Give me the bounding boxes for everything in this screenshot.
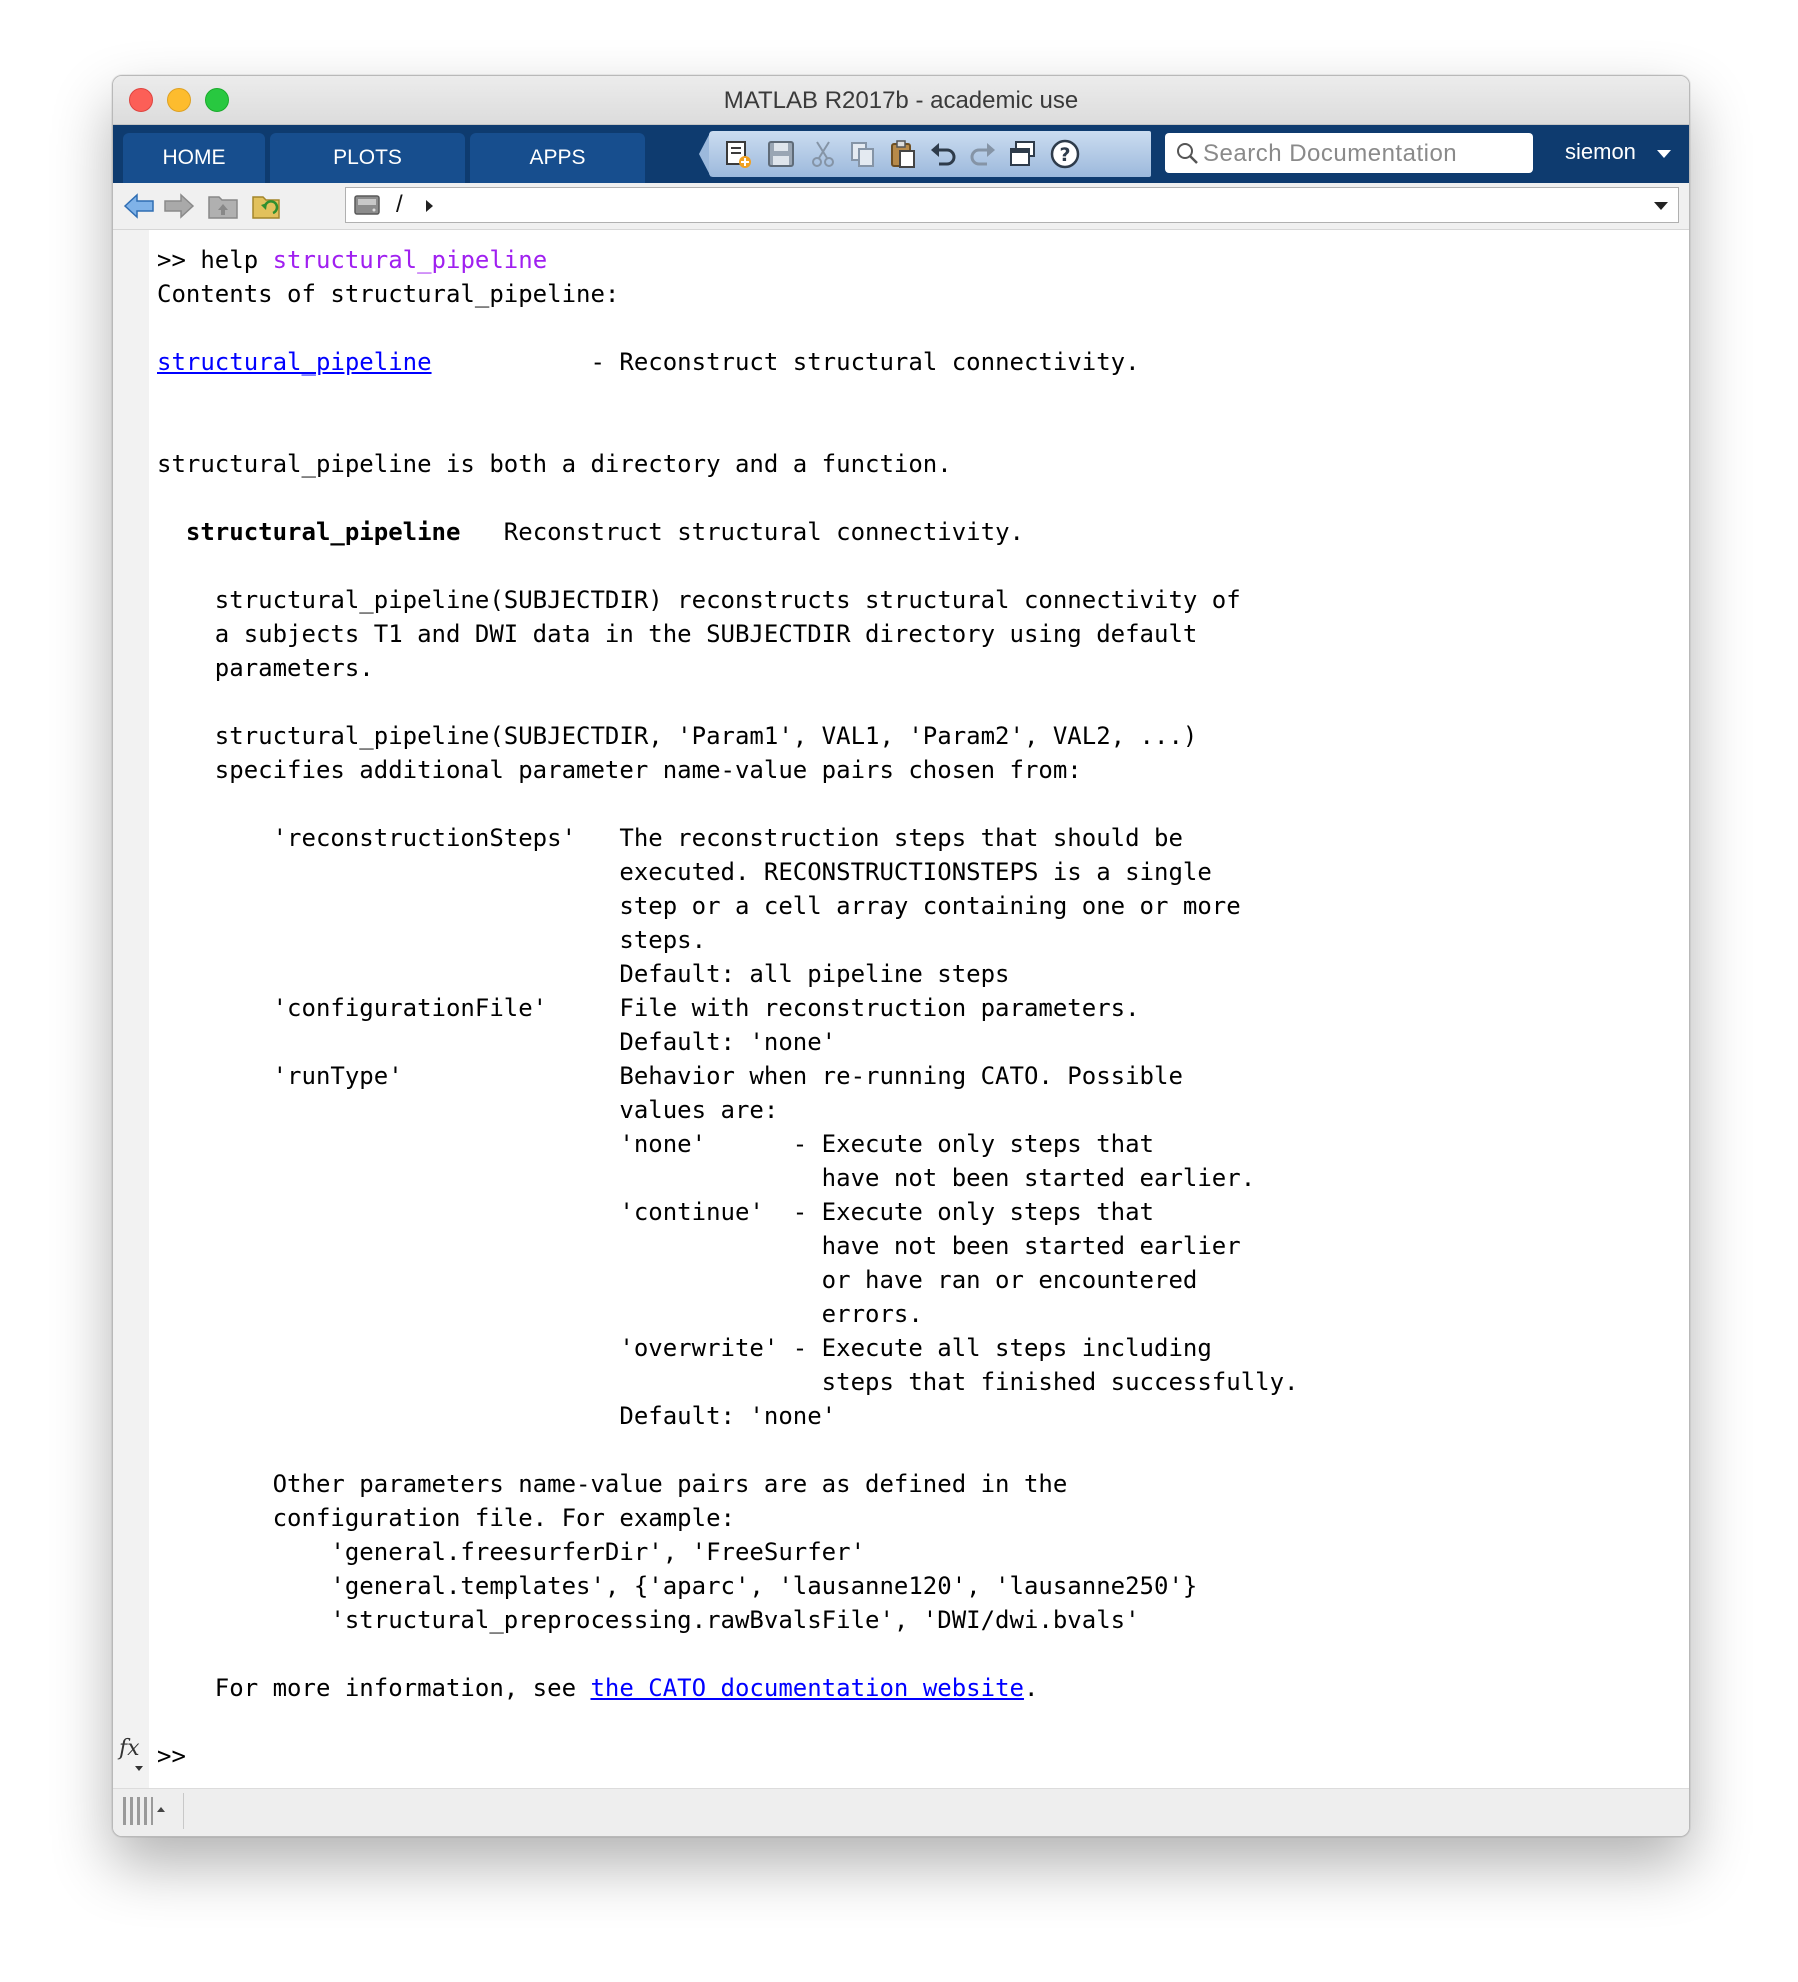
address-bar <box>113 183 1689 230</box>
help-body-line: Default: all pipeline steps <box>157 960 1010 988</box>
command-line <box>157 246 547 274</box>
help-body-line: 'continue' - Execute only steps that <box>157 1198 1154 1226</box>
help-body-line: Default: 'none' <box>157 1402 837 1430</box>
help-heading <box>157 518 1024 546</box>
search-documentation-input[interactable] <box>1165 133 1533 173</box>
help-body-line: 'none' - Execute only steps that <box>157 1130 1154 1158</box>
new-script-icon[interactable] <box>721 138 753 170</box>
more-info-line <box>157 1674 1038 1702</box>
final-prompt[interactable]: >> <box>157 1742 186 1770</box>
switch-windows-icon[interactable] <box>1007 138 1039 170</box>
search-icon <box>1175 141 1199 165</box>
help-body-line: values are: <box>157 1096 779 1124</box>
forward-arrow-icon[interactable] <box>163 191 195 221</box>
command-argument: structural_pipeline <box>272 246 548 274</box>
help-body-line: have not been started earlier. <box>157 1164 1256 1192</box>
status-caret-icon[interactable] <box>157 1807 165 1812</box>
more-info-prefix: For more information, see <box>157 1674 591 1702</box>
help-body-line: 'configurationFile' File with reconstruction parameters. <box>157 994 1140 1022</box>
help-body-line: Default: 'none' <box>157 1028 837 1056</box>
save-icon[interactable] <box>765 138 797 170</box>
status-bar <box>113 1788 1689 1837</box>
contents-link[interactable]: structural_pipeline <box>157 348 432 376</box>
help-body-line: parameters. <box>157 654 374 682</box>
back-arrow-icon[interactable] <box>123 191 155 221</box>
cut-icon[interactable] <box>807 138 839 170</box>
up-folder-icon[interactable] <box>207 191 239 221</box>
help-body-line: or have ran or encountered <box>157 1266 1198 1294</box>
status-separator <box>183 1793 184 1829</box>
user-menu[interactable]: siemon <box>1565 139 1636 164</box>
function-browser-icon[interactable]: fx <box>119 1736 140 1761</box>
status-grip-icon[interactable] <box>123 1797 153 1825</box>
help-body-line: steps. <box>157 926 707 954</box>
help-body-line: have not been started earlier <box>157 1232 1241 1260</box>
contents-line <box>157 348 1140 376</box>
tab-home[interactable]: HOME <box>123 133 265 183</box>
function-browser-caret[interactable] <box>135 1766 143 1771</box>
help-body-line: configuration file. For example: <box>157 1504 735 1532</box>
copy-icon[interactable] <box>847 138 879 170</box>
command: help <box>200 246 259 274</box>
tab-apps[interactable]: APPS <box>470 133 645 183</box>
drive-icon <box>352 191 382 219</box>
tab-plots[interactable]: PLOTS <box>270 133 465 183</box>
redo-icon[interactable] <box>967 138 999 170</box>
path-separator-arrow[interactable] <box>426 200 433 212</box>
chevron-down-icon[interactable] <box>1657 150 1671 158</box>
help-body-line: 'runType' Behavior when re-running CATO. Possible <box>157 1062 1183 1090</box>
undo-icon[interactable] <box>927 138 959 170</box>
history-dropdown-icon[interactable] <box>1654 202 1668 210</box>
contents-header: Contents of structural_pipeline: <box>157 280 620 308</box>
command-window[interactable] <box>113 230 1689 1788</box>
matlab-window <box>112 75 1690 1837</box>
window-title: MATLAB R2017b - academic use <box>723 87 1079 114</box>
browse-folder-icon[interactable] <box>251 191 283 221</box>
contents-description: - Reconstruct structural connectivity. <box>431 348 1140 376</box>
help-icon[interactable] <box>1049 138 1081 170</box>
paste-icon[interactable] <box>887 138 919 170</box>
help-body-line: steps that finished successfully. <box>157 1368 1299 1396</box>
help-function-name: structural_pipeline <box>185 518 461 546</box>
help-body-line: structural_pipeline(SUBJECTDIR) reconstructs structural connectivity of <box>157 586 1241 614</box>
help-body-line: Other parameters name-value pairs are as defined in the <box>157 1470 1068 1498</box>
search-placeholder: Search Documentation <box>1203 140 1458 167</box>
current-path: / <box>396 191 403 218</box>
help-body-line: 'general.templates', {'aparc', 'lausanne120', 'lausanne250'} <box>157 1572 1198 1600</box>
ribbon <box>113 125 1689 183</box>
console-gutter <box>113 230 149 1788</box>
help-body-line: 'reconstructionSteps' The reconstruction steps that should be <box>157 824 1183 852</box>
more-info-suffix: . <box>1023 1674 1039 1702</box>
help-body-line: 'overwrite' - Execute all steps including <box>157 1334 1212 1362</box>
svg-text:?: ? <box>1059 144 1071 166</box>
help-body-line: 'general.freesurferDir', 'FreeSurfer' <box>157 1538 866 1566</box>
prompt: >> <box>157 246 186 274</box>
help-body-line: errors. <box>157 1300 923 1328</box>
help-body-line: a subjects T1 and DWI data in the SUBJECTDIR directory using default <box>157 620 1198 648</box>
help-function-summary: Reconstruct structural connectivity. <box>460 518 1024 546</box>
directory-function-note: structural_pipeline is both a directory and a function. <box>157 450 952 478</box>
help-body-line: structural_pipeline(SUBJECTDIR, 'Param1', VAL1, 'Param2', VAL2, ...) <box>157 722 1198 750</box>
cato-documentation-link[interactable]: the CATO documentation website <box>590 1674 1024 1702</box>
help-body-line: 'structural_preprocessing.rawBvalsFile', 'DWI/dwi.bvals' <box>157 1606 1140 1634</box>
help-body-line: executed. RECONSTRUCTIONSTEPS is a single <box>157 858 1212 886</box>
help-body-line: step or a cell array containing one or more <box>157 892 1241 920</box>
help-body-line: specifies additional parameter name-value pairs chosen from: <box>157 756 1082 784</box>
title-bar <box>113 76 1689 125</box>
current-folder-field[interactable] <box>345 187 1679 223</box>
quick-access-toolbar <box>709 131 1151 177</box>
